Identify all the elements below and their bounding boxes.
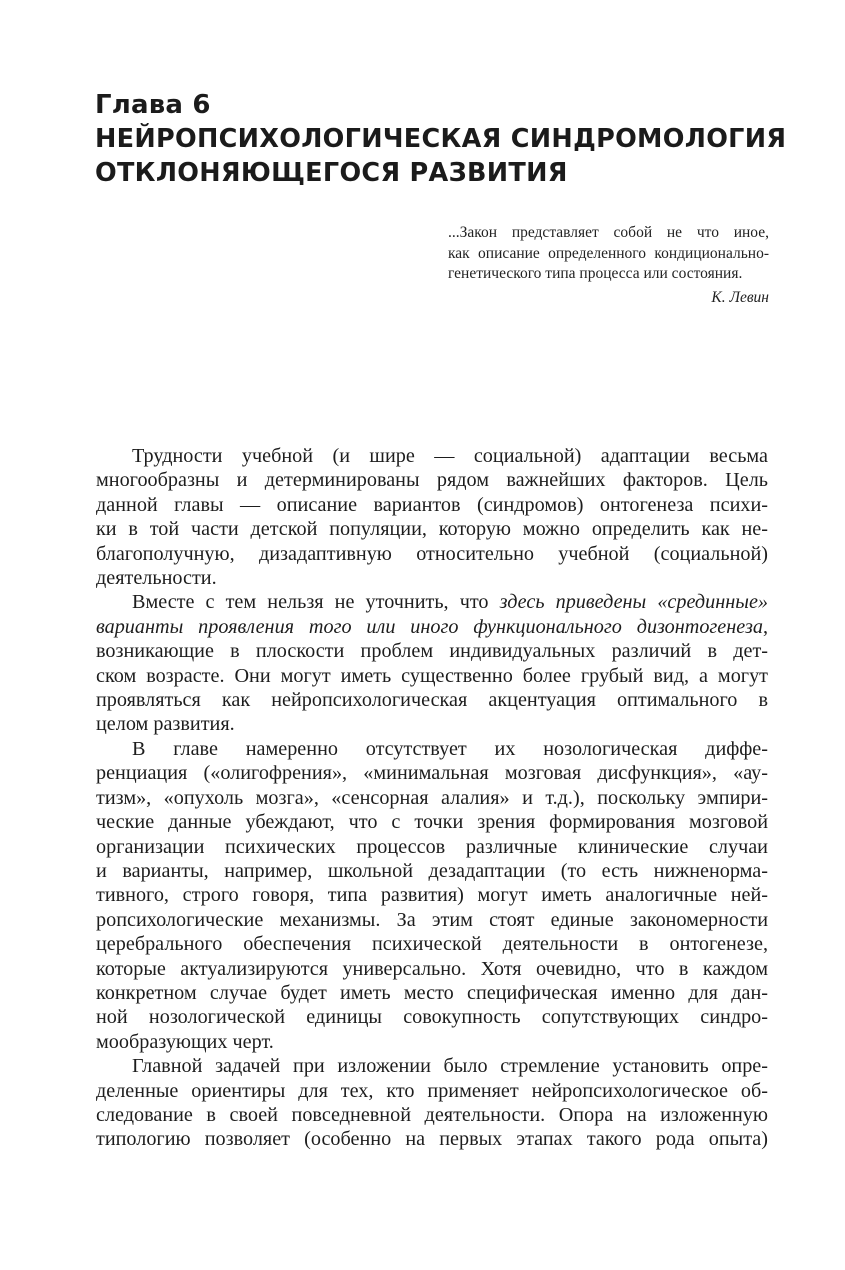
epigraph-line: генетического типа процесса или состояния. [448, 265, 743, 282]
text-line: Главной задачей при изложении было стремление установить опре- [132, 1055, 768, 1078]
text-line: данной главы — описание вариантов (синдромов) онтогенеза психи- [96, 493, 768, 516]
text-line: типологию позволяет (особенно на первых этапах такого рода опыта) [96, 1128, 768, 1151]
text-line: возникающие в плоскости проблем индивидуальных различий в дет- [96, 640, 768, 663]
epigraph [448, 223, 769, 308]
text-line: проявляться как нейропсихологическая акцентуация оптимального в [96, 689, 768, 712]
text-line: Трудности учебной (и шире — социальной) адаптации весьма [132, 445, 768, 467]
text-line: В главе намеренно отсутствует их нозологическая диффе- [132, 737, 768, 760]
paragraph [96, 444, 768, 590]
text-line [96, 615, 768, 639]
text-line: ском возрасте. Они могут иметь существенно более грубый вид, а могут [96, 664, 768, 687]
text-line: организации психических процессов различные клинические случаи [96, 835, 768, 858]
epigraph-line: ...Закон представляет собой не что иное, [448, 224, 769, 241]
text-line: церебрального обеспечения психической деятельности в онтогенезе, [96, 933, 768, 956]
text-line: многообразны и детерминированы рядом важнейших факторов. Цель [96, 469, 768, 492]
text-line: деленные ориентиры для тех, кто применяет нейропсихологическое об- [96, 1079, 768, 1102]
chapter-heading [95, 88, 786, 190]
text-line: мообразующих черт. [96, 1030, 274, 1053]
text-line: и варианты, например, школьной дезадаптации (то есть нижненорма- [96, 859, 768, 882]
text-line: целом развития. [96, 713, 235, 736]
body-text [96, 444, 768, 1152]
text-line: тивного, строго говоря, типа развития) могут иметь аналогичные ней- [96, 884, 768, 907]
text-line: ческие данные убеждают, что с точки зрения формирования мозговой [96, 811, 768, 834]
plain-text: Вместе с тем нельзя не уточнить, что [132, 591, 500, 614]
paragraph [96, 1054, 768, 1152]
text-line: деятельности. [96, 567, 217, 590]
text-line: тизм», «опухоль мозга», «сенсорная алалия» и т.д.), поскольку эмпири- [96, 786, 768, 809]
text-line: благополучную, дизадаптивную относительно учебной (социальной) [96, 542, 768, 565]
text-line [96, 590, 768, 614]
text-line: следование в своей повседневной деятельности. Опора на изложенную [96, 1103, 768, 1126]
text-line: ропсихологические механизмы. За этим стоят единые закономерности [96, 908, 768, 931]
text-line: ки в той части детской популяции, которую можно определить как не- [96, 518, 768, 541]
chapter-title-line: ОТКЛОНЯЮЩЕГОСЯ РАЗВИТИЯ [95, 158, 568, 188]
text-line: ренциация («олигофрения», «минимальная мозговая дисфункция», «ау- [96, 762, 768, 785]
paragraph [96, 590, 768, 736]
chapter-number: Глава 6 [95, 90, 211, 120]
text-line: которые актуализируются универсально. Хотя очевидно, что в каждом [96, 957, 768, 980]
text-line: конкретном случае будет иметь место специфическая именно для дан- [96, 981, 768, 1004]
text-line: ной нозологической единицы совокупность сопутствующих синдро- [96, 1006, 768, 1029]
epigraph-line: как описание определенного кондиционально- [448, 244, 769, 262]
chapter-title-line: НЕЙРОПСИХОЛОГИЧЕСКАЯ СИНДРОМОЛОГИЯ [95, 124, 787, 154]
italic-emphasis: здесь приведены «срединные» [499, 591, 768, 614]
paragraph [96, 737, 768, 1054]
chapter-title [95, 122, 786, 190]
italic-emphasis: варианты проявления того или иного функционального дизонтогенеза [96, 615, 763, 638]
plain-text: , [762, 615, 768, 638]
epigraph-author: К. Левин [711, 288, 769, 306]
